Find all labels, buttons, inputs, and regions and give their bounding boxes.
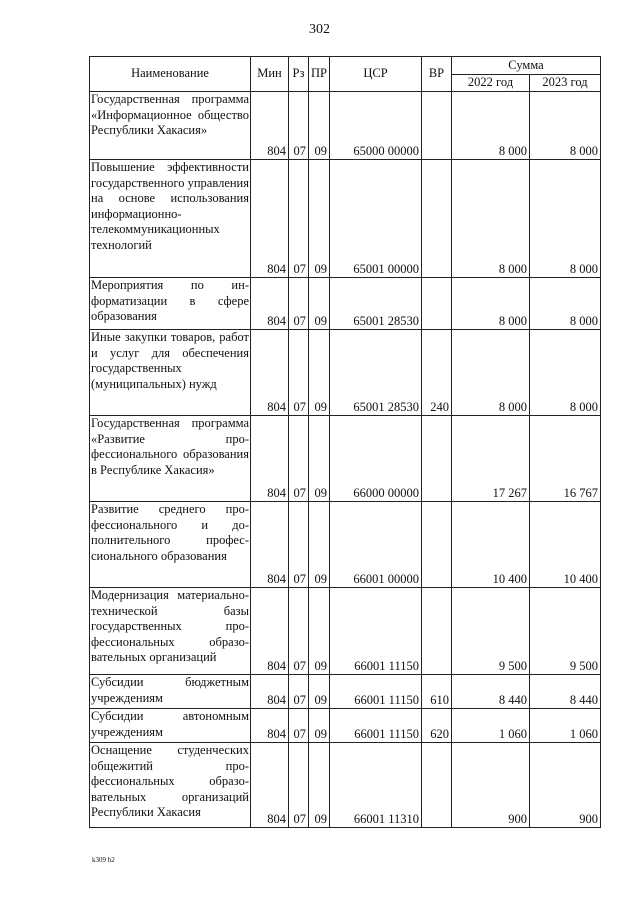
row-vr <box>422 278 452 330</box>
row-min: 804 <box>251 278 289 330</box>
page-number: 302 <box>309 22 330 37</box>
row-sum-2023: 8 000 <box>530 330 601 416</box>
row-pr: 09 <box>309 743 330 828</box>
row-sum-2023: 900 <box>530 743 601 828</box>
header-rz: Рз <box>289 57 309 92</box>
table-row <box>90 743 601 828</box>
row-sum-2023: 1 060 <box>530 709 601 743</box>
row-sum-2023: 16 767 <box>530 416 601 502</box>
row-csr: 66001 11310 <box>330 743 422 828</box>
row-pr: 09 <box>309 709 330 743</box>
row-name: Иные закупки товаров, работ и услуг для обеспечения государственных (муниципальных) нужд <box>90 330 251 416</box>
table-row <box>90 416 601 502</box>
row-sum-2022: 900 <box>452 743 530 828</box>
table-row <box>90 92 601 160</box>
row-name: Мероприятия по информатизации в сфере образования <box>90 278 251 330</box>
row-pr: 09 <box>309 160 330 278</box>
row-name: Развитие среднего профессионального и дополнительного профессионального образования <box>90 502 251 588</box>
row-sum-2023: 8 440 <box>530 675 601 709</box>
row-csr: 66001 11150 <box>330 675 422 709</box>
row-sum-2022: 10 400 <box>452 502 530 588</box>
row-sum-2023: 10 400 <box>530 502 601 588</box>
row-pr: 09 <box>309 675 330 709</box>
row-name: Государственная программа «Развитие профессионального образования в Республике Хакасия» <box>90 416 251 502</box>
row-name: Субсидии бюджетным учреждениям <box>90 675 251 709</box>
row-csr: 66000 00000 <box>330 416 422 502</box>
row-rz: 07 <box>289 709 309 743</box>
footer-code: k309 b2 <box>92 856 115 864</box>
row-vr: 610 <box>422 675 452 709</box>
row-min: 804 <box>251 416 289 502</box>
row-sum-2022: 8 000 <box>452 278 530 330</box>
row-csr: 65001 00000 <box>330 160 422 278</box>
row-min: 804 <box>251 92 289 160</box>
table-row <box>90 502 601 588</box>
row-name: Государственная программа «Информационное общество Республики Хакасия» <box>90 92 251 160</box>
row-csr: 66001 11150 <box>330 709 422 743</box>
row-vr <box>422 502 452 588</box>
row-csr: 65001 28530 <box>330 330 422 416</box>
table-row <box>90 675 601 709</box>
table-row <box>90 330 601 416</box>
header-pr: ПР <box>309 57 330 92</box>
row-sum-2023: 8 000 <box>530 160 601 278</box>
header-min: Мин <box>251 57 289 92</box>
header-vr: ВР <box>422 57 452 92</box>
row-min: 804 <box>251 160 289 278</box>
row-pr: 09 <box>309 416 330 502</box>
row-pr: 09 <box>309 502 330 588</box>
row-vr: 620 <box>422 709 452 743</box>
header-sum: Сумма <box>452 57 601 75</box>
row-sum-2022: 1 060 <box>452 709 530 743</box>
row-pr: 09 <box>309 588 330 675</box>
row-name: Субсидии автономным учреждениям <box>90 709 251 743</box>
row-sum-2023: 9 500 <box>530 588 601 675</box>
table-row <box>90 278 601 330</box>
row-sum-2022: 9 500 <box>452 588 530 675</box>
row-min: 804 <box>251 743 289 828</box>
header-name: Наименование <box>90 57 251 92</box>
row-sum-2022: 17 267 <box>452 416 530 502</box>
row-rz: 07 <box>289 278 309 330</box>
row-csr: 66001 11150 <box>330 588 422 675</box>
row-csr: 66001 00000 <box>330 502 422 588</box>
row-vr <box>422 743 452 828</box>
row-pr: 09 <box>309 330 330 416</box>
header-csr: ЦСР <box>330 57 422 92</box>
row-min: 804 <box>251 675 289 709</box>
row-csr: 65000 00000 <box>330 92 422 160</box>
header-year-2022: 2022 год <box>452 75 530 92</box>
row-rz: 07 <box>289 416 309 502</box>
row-min: 804 <box>251 588 289 675</box>
row-vr <box>422 92 452 160</box>
row-rz: 07 <box>289 330 309 416</box>
row-vr <box>422 416 452 502</box>
row-rz: 07 <box>289 743 309 828</box>
row-min: 804 <box>251 330 289 416</box>
table-row <box>90 588 601 675</box>
row-vr <box>422 588 452 675</box>
row-vr: 240 <box>422 330 452 416</box>
row-vr <box>422 160 452 278</box>
row-sum-2023: 8 000 <box>530 278 601 330</box>
row-rz: 07 <box>289 675 309 709</box>
row-rz: 07 <box>289 588 309 675</box>
table-row <box>90 160 601 278</box>
row-name: Модернизация материально-технической базы государственных профессиональных образовательных организаций <box>90 588 251 675</box>
row-min: 804 <box>251 709 289 743</box>
row-sum-2022: 8 440 <box>452 675 530 709</box>
budget-table <box>89 56 601 828</box>
row-sum-2022: 8 000 <box>452 330 530 416</box>
row-name: Оснащение студенческих общежитий профессиональных образовательных организаций Республики Хакасия <box>90 743 251 828</box>
row-csr: 65001 28530 <box>330 278 422 330</box>
row-min: 804 <box>251 502 289 588</box>
table-row <box>90 709 601 743</box>
row-name: Повышение эффективности государственного управления на основе использования информационно-телекоммуникационных технологий <box>90 160 251 278</box>
row-rz: 07 <box>289 92 309 160</box>
header-year-2023: 2023 год <box>530 75 601 92</box>
row-pr: 09 <box>309 92 330 160</box>
row-sum-2022: 8 000 <box>452 160 530 278</box>
row-sum-2023: 8 000 <box>530 92 601 160</box>
row-rz: 07 <box>289 160 309 278</box>
row-pr: 09 <box>309 278 330 330</box>
row-sum-2022: 8 000 <box>452 92 530 160</box>
row-rz: 07 <box>289 502 309 588</box>
